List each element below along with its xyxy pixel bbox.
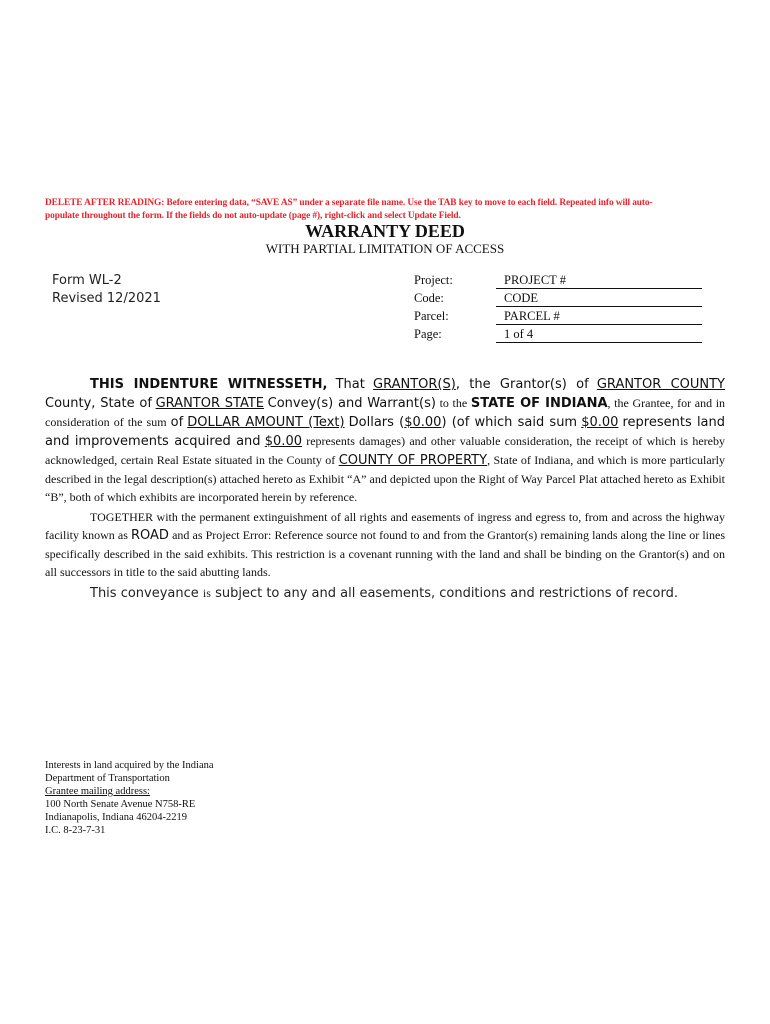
footer-line-1: Interests in land acquired by the Indiana [45, 760, 214, 771]
text-receipt: represents damages) and other valuable consideration, the receipt of which is hereby acknowledged, certain Real Estate situated in the County of [45, 434, 725, 467]
grantor-county-field[interactable]: GRANTOR COUNTY [596, 377, 725, 392]
page-field[interactable]: 1 of 4 [496, 327, 702, 343]
text-which: ) (of which said sum [441, 415, 578, 430]
footer-line-2: Department of Transportation [45, 773, 170, 784]
text-grantee: , the Grantee, for and in consideration of the sum [45, 396, 726, 429]
amount-field-damages[interactable]: $0.00 [264, 434, 302, 449]
form-revised: Revised 12/2021 [52, 291, 161, 306]
conveyance-paragraph [90, 586, 678, 601]
footer-address-city: Indianapolis, Indiana 46204-2219 [45, 812, 188, 823]
document-title: WARRANTY DEED [305, 221, 465, 241]
page-label: Page: [414, 327, 442, 341]
text-together: TOGETHER with the permanent extinguishment of all rights and easements of ingress and egress to, from and across the highway facility known as [45, 510, 725, 542]
text-to-the: to the [439, 396, 468, 410]
text-subject-to: subject to any and all easements, conditions and restrictions of record. [215, 586, 678, 601]
text-state-of: County, State of [45, 396, 152, 411]
text-conveyance: This conveyance [90, 586, 199, 601]
grantee-address-block [45, 759, 214, 837]
state-of-indiana: STATE OF INDIANA [470, 396, 608, 411]
county-of-property-field[interactable]: COUNTY OF PROPERTY [338, 453, 488, 468]
notice-line-2: populate throughout the form. If the fields do not auto-update (page #), right-click and select Update Field. [45, 211, 461, 221]
text-that: That [335, 377, 365, 392]
grantor-field[interactable]: GRANTOR(S) [373, 377, 456, 392]
grantor-state-field[interactable]: GRANTOR STATE [155, 396, 264, 411]
text-grantors-of: , the Grantor(s) of [455, 377, 589, 392]
code-label: Code: [414, 291, 444, 305]
text-represents: represents land and improvements acquired and [45, 415, 726, 449]
grantee-mailing-label: Grantee mailing address: [45, 786, 150, 797]
text-is: is [202, 586, 211, 600]
text-dollars: Dollars ( [348, 415, 405, 430]
delete-after-reading-notice [45, 197, 725, 223]
text-restriction: and as Project Error: Reference source not found to and from the Grantor(s) remaining lands along the line or lines specifically described in the said exhibits. This restriction is a covenant running with the land and shall be binding on the Grantor(s) and on all successors in title to the said abutting lands. [45, 528, 726, 579]
dollar-amount-text-field[interactable]: DOLLAR AMOUNT (Text) [187, 415, 345, 430]
amount-field-total[interactable]: $0.00 [404, 415, 442, 430]
footer-address-street: 100 North Senate Avenue N758-RE [45, 799, 196, 810]
notice-line-1: DELETE AFTER READING: Before entering data, “SAVE AS” under a separate file name. Use the TAB key to move to each field. Repeated info will auto- [45, 198, 653, 208]
footer-ic-citation: I.C. 8-23-7-31 [45, 825, 106, 836]
indenture-paragraph [45, 375, 725, 506]
project-field[interactable]: PROJECT # [496, 273, 702, 289]
code-field[interactable]: CODE [496, 291, 702, 307]
project-label: Project: [414, 273, 453, 287]
indenture-lead: THIS INDENTURE WITNESSETH, [90, 377, 328, 392]
together-paragraph [45, 508, 725, 581]
text-exhibits: , State of Indiana, and which is more particularly described in the legal description(s) attached hereto as Exhibit “A” and depicted upon the Right of Way Parcel Plat attached hereto as Exhibit “B”, both of which exhibits are incorporated herein by reference. [45, 453, 725, 504]
amount-field-land[interactable]: $0.00 [581, 415, 619, 430]
text-convey: Convey(s) and Warrant(s) [267, 396, 436, 411]
text-of: of [170, 415, 184, 430]
form-number: Form WL-2 [52, 273, 122, 288]
road-field[interactable]: ROAD [131, 528, 169, 543]
document-subtitle: WITH PARTIAL LIMITATION OF ACCESS [265, 241, 505, 256]
parcel-field[interactable]: PARCEL # [496, 309, 702, 325]
parcel-label: Parcel: [414, 309, 449, 323]
form-identifier [52, 272, 161, 308]
